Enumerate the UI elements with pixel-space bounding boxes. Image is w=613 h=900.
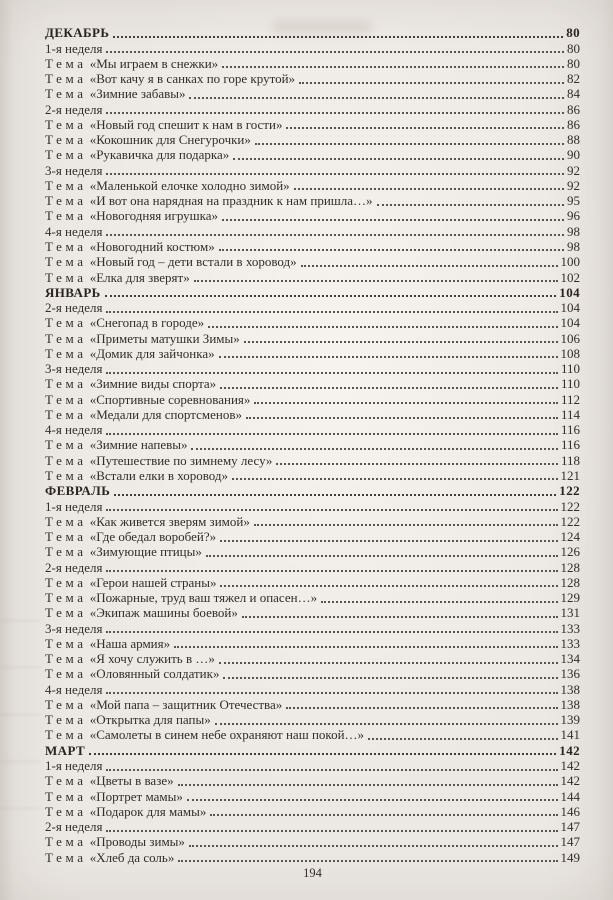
dotted-leader [276, 463, 558, 465]
dotted-leader [215, 723, 558, 725]
theme-prefix-label: Тема [45, 177, 87, 193]
toc-entry-label: 2-я неделя [45, 559, 103, 575]
toc-row-theme [45, 712, 580, 727]
dotted-leader [299, 82, 564, 84]
toc-entry-label: 1-я неделя [45, 758, 103, 774]
toc-row-week [45, 223, 580, 238]
toc-entry-label: МАРТ [45, 742, 86, 758]
toc-entry-page: 139 [560, 712, 580, 728]
toc-entry-label: «Пожарные, труд ваш тяжел и опасен…» [89, 590, 318, 606]
toc-row-theme [45, 834, 580, 849]
dotted-leader [210, 814, 557, 816]
toc-entry-label: «Елка для зверят» [89, 269, 190, 285]
dotted-leader [286, 707, 557, 709]
toc-entry-label: 2-я неделя [45, 819, 103, 835]
toc-entry-label: «Самолеты в синем небе охраняют наш покой…» [89, 727, 365, 743]
toc-entry-page: 149 [560, 849, 580, 865]
dotted-leader [206, 555, 558, 557]
toc-row-theme [45, 727, 580, 742]
toc-entry-page: 104 [559, 284, 580, 300]
toc-entry-page: 108 [560, 345, 580, 361]
toc-row-theme [45, 666, 580, 681]
toc-entry-page: 116 [560, 437, 580, 453]
toc-row-theme [45, 514, 580, 529]
toc-row-theme [45, 468, 580, 483]
toc-entry-label: «Оловянный солдатик» [89, 666, 220, 682]
toc-row-theme [45, 605, 580, 620]
toc-entry-label: «Приметы матушки Зимы» [89, 330, 240, 346]
theme-prefix-label: Тема [45, 55, 87, 71]
toc-entry-page: 124 [560, 529, 580, 545]
toc-entry-label: «Спортивные соревнования» [89, 391, 251, 407]
toc-entry-label: ДЕКАБРЬ [45, 25, 110, 41]
toc-row-week [45, 422, 580, 437]
toc-row-week [45, 300, 580, 315]
toc-entry-label: ФЕВРАЛЬ [45, 483, 111, 499]
dotted-leader [246, 417, 558, 419]
dotted-leader [106, 570, 557, 572]
toc-entry-label: «Рукавичка для подарка» [89, 147, 230, 163]
toc-entry-label: «И вот она нарядная на праздник к нам пришла…» [89, 193, 373, 209]
dotted-leader [223, 677, 557, 679]
toc-entry-page: 104 [560, 315, 580, 331]
dotted-leader [255, 143, 564, 145]
theme-prefix-label: Тема [45, 315, 87, 331]
dotted-leader [191, 448, 557, 450]
dotted-leader [189, 97, 564, 99]
toc-entry-page: 86 [567, 101, 580, 117]
toc-row-theme [45, 391, 580, 406]
dotted-leader [219, 356, 558, 358]
theme-prefix-label: Тема [45, 132, 87, 148]
toc-row-theme [45, 697, 580, 712]
toc-entry-label: «Я хочу служить в …» [89, 651, 215, 667]
theme-prefix-label: Тема [45, 712, 87, 728]
theme-prefix-label: Тема [45, 437, 87, 453]
toc-entry-page: 122 [560, 498, 580, 514]
theme-prefix-label: Тема [45, 345, 87, 361]
dotted-leader [194, 280, 558, 282]
toc-entry-page: 86 [567, 116, 580, 132]
toc-row-theme [45, 590, 580, 605]
dotted-leader [106, 51, 564, 53]
toc-entry-label: 3-я неделя [45, 162, 103, 178]
dotted-leader [189, 845, 558, 847]
toc-entry-page: 98 [567, 238, 580, 254]
toc-entry-page: 142 [560, 758, 580, 774]
toc-row-theme [45, 315, 580, 330]
toc-entry-page: 128 [560, 559, 580, 575]
toc-entry-page: 84 [567, 86, 580, 102]
theme-prefix-label: Тема [45, 849, 87, 865]
dotted-leader [222, 219, 564, 221]
toc-entry-page: 82 [567, 71, 580, 87]
toc-entry-label: «Встали елки в хоровод» [89, 467, 229, 483]
toc-entry-page: 122 [560, 513, 580, 529]
dotted-leader [244, 341, 558, 343]
reverse-page-bleedthrough-lines [0, 620, 40, 850]
toc-entry-label: «Вот качу я в санках по горе крутой» [89, 71, 296, 87]
toc-entry-page: 110 [560, 376, 580, 392]
toc-entry-page: 92 [567, 162, 580, 178]
toc-entry-label: «Маленькой елочке холодно зимой» [89, 177, 290, 193]
dotted-leader [286, 127, 564, 129]
dotted-leader [106, 830, 557, 832]
theme-prefix-label: Тема [45, 116, 87, 132]
theme-prefix-label: Тема [45, 773, 87, 789]
toc-row-week [45, 681, 580, 696]
toc-row-theme [45, 376, 580, 391]
theme-prefix-label: Тема [45, 330, 87, 346]
toc-row-week [45, 361, 580, 376]
toc-entry-page: 98 [567, 223, 580, 239]
toc-row-theme [45, 773, 580, 788]
toc-entry-label: «Портрет мамы» [89, 788, 183, 804]
toc-entry-page: 126 [560, 544, 580, 560]
toc-entry-label: «Новогодняя игрушка» [89, 208, 219, 224]
toc-entry-label: «Мой папа – защитник Отечества» [89, 696, 283, 712]
dotted-leader [208, 326, 557, 328]
toc-entry-page: 144 [560, 788, 580, 804]
dotted-leader [220, 540, 557, 542]
theme-prefix-label: Тема [45, 605, 87, 621]
toc-row-theme [45, 178, 580, 193]
toc-entry-page: 106 [560, 330, 580, 346]
dotted-leader [254, 402, 558, 404]
toc-entry-page: 142 [560, 773, 580, 789]
dotted-leader [178, 860, 557, 862]
dotted-leader [106, 311, 557, 313]
toc-row-month [45, 285, 580, 300]
toc-entry-label: «Подарок для мамы» [89, 803, 207, 819]
toc-entry-label: «Открытка для папы» [89, 712, 211, 728]
toc-row-theme [45, 330, 580, 345]
toc-entry-page: 80 [567, 40, 580, 56]
dotted-leader [106, 631, 557, 633]
toc-entry-page: 96 [567, 208, 580, 224]
toc-entry-label: «Хлеб да соль» [89, 849, 175, 865]
dotted-leader [219, 662, 558, 664]
dotted-leader [113, 36, 563, 38]
toc-entry-label: «Наша армия» [89, 635, 171, 651]
toc-row-theme [45, 346, 580, 361]
dotted-leader [106, 769, 557, 771]
toc-entry-page: 95 [567, 193, 580, 209]
dotted-leader [233, 158, 564, 160]
dotted-leader [321, 601, 557, 603]
toc-entry-label: «Кокошник для Снегурочки» [89, 132, 251, 148]
toc-row-theme [45, 132, 580, 147]
theme-prefix-label: Тема [45, 391, 87, 407]
toc-entry-label: «Снегопад в городе» [89, 315, 205, 331]
toc-entry-page: 121 [560, 467, 580, 483]
toc-entry-page: 90 [567, 147, 580, 163]
dotted-leader [242, 616, 558, 618]
theme-prefix-label: Тема [45, 544, 87, 560]
toc-entry-page: 102 [560, 269, 580, 285]
toc-entry-page: 147 [560, 834, 580, 850]
toc-entry-page: 122 [559, 483, 580, 499]
dotted-leader [301, 265, 558, 267]
toc-row-theme [45, 208, 580, 223]
toc-entry-label: 4-я неделя [45, 681, 103, 697]
toc-entry-label: «Цветы в вазе» [89, 773, 174, 789]
theme-prefix-label: Тема [45, 452, 87, 468]
toc-entry-label: «Герои нашей страны» [89, 574, 217, 590]
toc-entry-page: 114 [560, 406, 580, 422]
toc-entry-label: «Путешествие по зимнему лесу» [89, 452, 273, 468]
dotted-leader [222, 66, 564, 68]
toc-entry-page: 138 [560, 681, 580, 697]
toc-row-week [45, 819, 580, 834]
theme-prefix-label: Тема [45, 254, 87, 270]
theme-prefix-label: Тема [45, 590, 87, 606]
toc-row-theme [45, 849, 580, 864]
theme-prefix-label: Тема [45, 666, 87, 682]
toc-entry-label: «Новый год – дети встали в хоровод» [89, 254, 297, 270]
theme-prefix-label: Тема [45, 529, 87, 545]
toc-entry-page: 118 [560, 452, 580, 468]
theme-prefix-label: Тема [45, 635, 87, 651]
dotted-leader [106, 509, 557, 511]
toc-entry-label: «Медали для спортсменов» [89, 406, 242, 422]
dotted-leader [232, 478, 557, 480]
toc-entry-label: 1-я неделя [45, 498, 103, 514]
toc-entry-label: «Новый год спешит к нам в гости» [89, 116, 283, 132]
dotted-leader [187, 799, 558, 801]
toc-entry-label: 2-я неделя [45, 101, 103, 117]
toc-row-theme [45, 804, 580, 819]
theme-prefix-label: Тема [45, 803, 87, 819]
toc-row-theme [45, 71, 580, 86]
page-number: 194 [303, 866, 322, 880]
toc-entry-page: 134 [560, 651, 580, 667]
toc-entry-page: 136 [560, 666, 580, 682]
toc-entry-page: 88 [567, 132, 580, 148]
toc-row-theme [45, 529, 580, 544]
toc-entry-label: «Домик для зайчонка» [89, 345, 215, 361]
dotted-leader [89, 753, 556, 755]
toc-entry-label: 4-я неделя [45, 422, 103, 438]
toc-entry-page: 100 [560, 254, 580, 270]
toc-row-theme [45, 452, 580, 467]
toc-entry-label: «Проводы зимы» [89, 834, 185, 850]
theme-prefix-label: Тема [45, 651, 87, 667]
toc-row-week [45, 101, 580, 116]
toc-entry-page: 104 [560, 300, 580, 316]
toc-row-theme [45, 117, 580, 132]
toc-row-week [45, 40, 580, 55]
toc-row-theme [45, 269, 580, 284]
dotted-leader [377, 204, 564, 206]
toc-entry-page: 142 [559, 742, 580, 758]
toc-row-week [45, 620, 580, 635]
toc-entry-page: 92 [567, 177, 580, 193]
toc-row-month [45, 483, 580, 498]
toc-entry-label: «Зимние виды спорта» [89, 376, 217, 392]
theme-prefix-label: Тема [45, 406, 87, 422]
toc-entry-label: «Мы играем в снежки» [89, 55, 219, 71]
toc-row-theme [45, 651, 580, 666]
theme-prefix-label: Тема [45, 71, 87, 87]
toc-row-theme [45, 788, 580, 803]
toc-entry-label: 4-я неделя [45, 223, 103, 239]
dotted-leader [178, 784, 558, 786]
toc-row-theme [45, 239, 580, 254]
theme-prefix-label: Тема [45, 696, 87, 712]
dotted-leader [106, 372, 558, 374]
toc-entry-label: «Зимние забавы» [89, 86, 186, 102]
theme-prefix-label: Тема [45, 788, 87, 804]
theme-prefix-label: Тема [45, 727, 87, 743]
toc-row-week [45, 162, 580, 177]
toc-row-theme [45, 254, 580, 269]
dotted-leader [106, 692, 557, 694]
toc-row-month [45, 742, 580, 757]
toc-entry-page: 131 [560, 605, 580, 621]
toc-row-theme [45, 636, 580, 651]
theme-prefix-label: Тема [45, 208, 87, 224]
toc-row-month [45, 25, 580, 40]
dotted-leader [368, 738, 557, 740]
theme-prefix-label: Тема [45, 269, 87, 285]
dotted-leader [220, 387, 558, 389]
toc-entry-label: «Зимние напевы» [89, 437, 188, 453]
toc-entry-label: «Новогодний костюм» [89, 238, 215, 254]
toc-row-week [45, 559, 580, 574]
toc-entry-page: 147 [560, 819, 580, 835]
toc-entry-page: 141 [560, 727, 580, 743]
toc-row-theme [45, 86, 580, 101]
toc-entry-label: 1-я неделя [45, 40, 103, 56]
dotted-leader [106, 433, 558, 435]
theme-prefix-label: Тема [45, 147, 87, 163]
dotted-leader [174, 646, 557, 648]
toc-entry-page: 112 [560, 391, 580, 407]
toc-entry-page: 146 [560, 803, 580, 819]
toc-list [45, 25, 580, 865]
toc-entry-page: 129 [560, 590, 580, 606]
dotted-leader [106, 112, 564, 114]
toc-entry-page: 110 [560, 361, 580, 377]
toc-entry-label: ЯНВАРЬ [45, 284, 101, 300]
dotted-leader [106, 234, 564, 236]
theme-prefix-label: Тема [45, 238, 87, 254]
toc-entry-page: 128 [560, 574, 580, 590]
dotted-leader [106, 173, 564, 175]
toc-entry-page: 80 [566, 25, 580, 41]
toc-entry-label: 3-я неделя [45, 620, 103, 636]
dotted-leader [219, 249, 564, 251]
dotted-leader [114, 494, 556, 496]
toc-entry-label: 3-я неделя [45, 361, 103, 377]
theme-prefix-label: Тема [45, 376, 87, 392]
toc-row-week [45, 498, 580, 513]
toc-entry-label: «Где обедал воробей?» [89, 529, 217, 545]
toc-row-week [45, 758, 580, 773]
theme-prefix-label: Тема [45, 834, 87, 850]
toc-row-theme [45, 407, 580, 422]
toc-entry-label: «Зимующие птицы» [89, 544, 202, 560]
dotted-leader [220, 585, 557, 587]
toc-entry-page: 133 [560, 620, 580, 636]
dotted-leader [294, 188, 564, 190]
toc-entry-page: 80 [567, 55, 580, 71]
theme-prefix-label: Тема [45, 574, 87, 590]
toc-entry-page: 116 [560, 422, 580, 438]
theme-prefix-label: Тема [45, 86, 87, 102]
toc-entry-label: «Как живется зверям зимой» [89, 513, 250, 529]
toc-row-theme [45, 575, 580, 590]
toc-entry-label: 2-я неделя [45, 300, 103, 316]
dotted-leader [105, 295, 557, 297]
toc-row-theme [45, 147, 580, 162]
theme-prefix-label: Тема [45, 193, 87, 209]
toc-row-theme [45, 56, 580, 71]
theme-prefix-label: Тема [45, 513, 87, 529]
toc-entry-page: 138 [560, 696, 580, 712]
toc-entry-page: 133 [560, 635, 580, 651]
toc-row-theme [45, 544, 580, 559]
toc-entry-label: «Экипаж машины боевой» [89, 605, 238, 621]
theme-prefix-label: Тема [45, 467, 87, 483]
toc-row-theme [45, 437, 580, 452]
dotted-leader [254, 524, 558, 526]
toc-row-theme [45, 193, 580, 208]
